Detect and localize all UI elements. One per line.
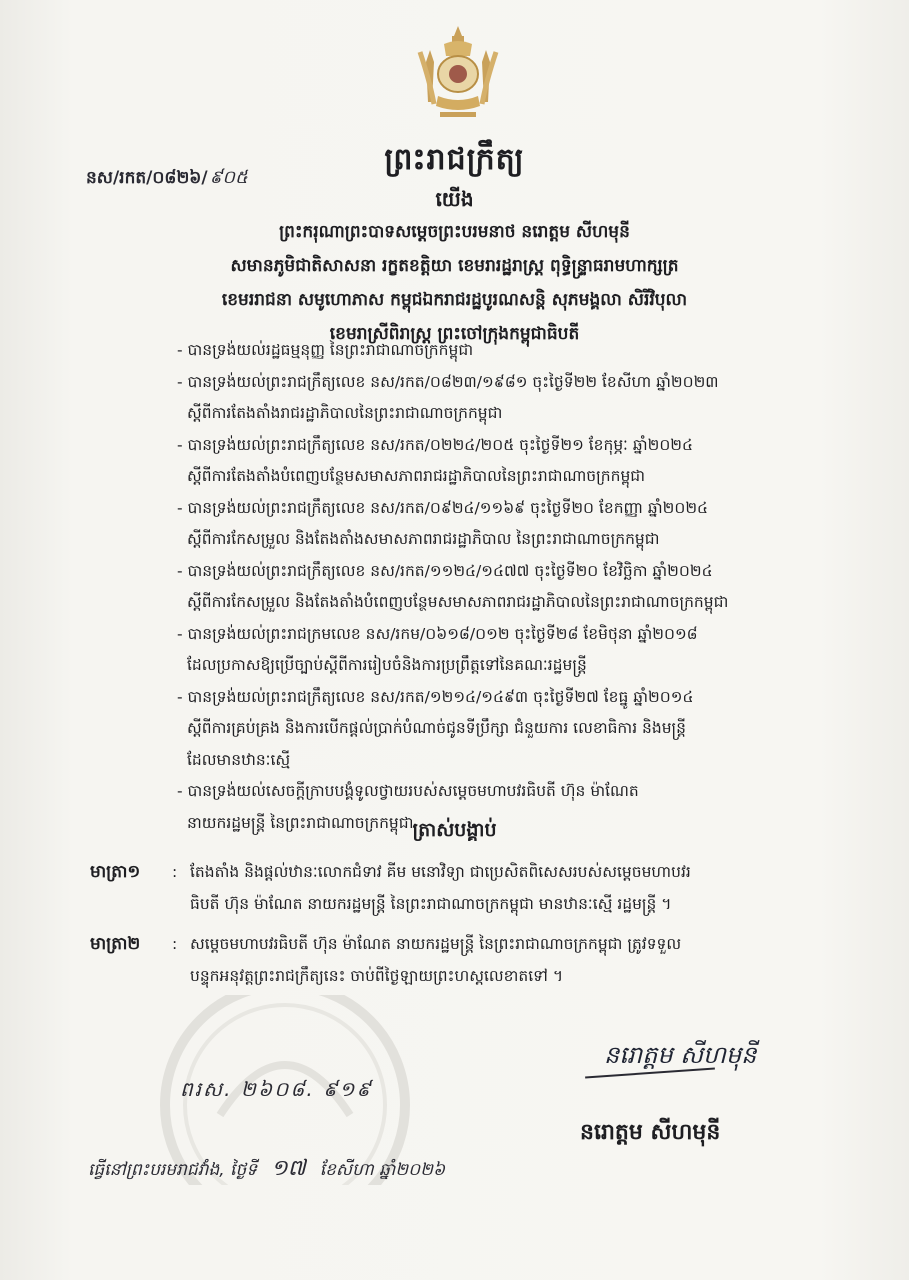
king-title-line: ខេមរាស្រីពិរាស្ត្រ ព្រះចៅក្រុងកម្ពុជាធិបតី xyxy=(329,324,580,344)
consideration-item xyxy=(177,335,837,367)
article-label: មាត្រា១ xyxy=(90,862,141,882)
consideration-line: - បានទ្រង់យល់ព្រះរាជក្រមលេខ នស/រកម/០៦១៨/០១២ ចុះថ្ងៃទី២៨ ខែមិថុនា ឆ្នាំ២០១៨ xyxy=(177,624,698,643)
consideration-item xyxy=(177,682,837,777)
article-colon: : xyxy=(172,935,178,953)
article-line: បន្ទុកអនុវត្តព្រះរាជក្រឹត្យនេះ ចាប់ពីថ្ងៃឡាយព្រះហស្តលេខាតទៅ ។ xyxy=(190,967,564,985)
consideration-item xyxy=(177,493,837,556)
date-prefix: ធ្វើនៅព្រះបរមរាជវាំង, ថ្ងៃទី xyxy=(88,1160,258,1180)
consideration-line: ដែលប្រកាសឱ្យប្រើច្បាប់ស្តីពីការរៀបចំនិងការប្រព្រឹត្តទៅនៃគណៈរដ្ឋមន្ត្រី xyxy=(187,656,587,674)
article-text xyxy=(190,856,850,920)
consideration-line: នាយករដ្ឋមន្ត្រី នៃព្រះរាជាណាចក្រកម្ពុជា xyxy=(187,813,414,832)
consideration-line: ស្តីពីការតែងតាំងរាជរដ្ឋាភិបាលនៃព្រះរាជាណាចក្រកម្ពុជា xyxy=(187,404,503,422)
consideration-line: ស្តីពីការតែងតាំងបំពេញបន្ថែមសមាសភាពរាជរដ្ឋាភិបាលនៃព្រះរាជាណាចក្រកម្ពុជា xyxy=(187,467,646,485)
king-title-line: សមានភូមិជាតិសាសនា រក្ខតខត្តិយា ខេមរារដ្ឋរាស្ត្រ ពុទ្ធិន្ទ្រាធរាមហាក្សត្រ xyxy=(230,256,679,276)
date-line xyxy=(88,1154,445,1186)
king-title-block xyxy=(0,215,909,351)
date-day: ១៧ xyxy=(271,1156,306,1181)
consideration-line: ស្តីពីការគ្រប់គ្រង និងការបើកផ្តល់ប្រាក់បំណាច់ជូនទីប្រឹក្សា ជំនួយការ លេខាធិការ និងមន្ត្រី xyxy=(187,719,687,737)
consideration-line: - បានទ្រង់យល់សេចក្តីក្រាបបង្គំទូលថ្វាយរបស់សម្តេចមហាបវរធិបតី ហ៊ុន ម៉ាណែត xyxy=(177,782,639,800)
king-title-line: ព្រះករុណាព្រះបាទសម្ដេចព្រះបរមនាថ នរោត្តម សីហមុនី xyxy=(279,222,630,242)
article-1 xyxy=(90,856,850,920)
consideration-line: ស្តីពីការកែសម្រួល និងតែងតាំងបំពេញបន្ថែមសមាសភាពរាជរដ្ឋាភិបាលនៃព្រះរាជាណាចក្រកម្ពុជា xyxy=(187,593,729,611)
consideration-line: ស្តីពីការកែសម្រួល និងតែងតាំងសមាសភាពរាជរដ្ឋាភិបាល នៃព្រះរាជាណាចក្រកម្ពុជា xyxy=(187,530,660,548)
decree-heading: ត្រាស់បង្គាប់ xyxy=(412,819,497,841)
consideration-line: - បានទ្រង់យល់ព្រះរាជក្រឹត្យលេខ នស/រកត/១២១៤/១៤៩៣ ចុះថ្ងៃទី២៧ ខែធ្នូ ឆ្នាំ២០១៤ xyxy=(177,687,694,706)
consideration-line: - បានទ្រង់យល់ព្រះរាជក្រឹត្យលេខ នស/រកត/០២២៤/២០៥ ចុះថ្ងៃទី២១ ខែកុម្ភៈ ឆ្នាំ២០២៤ xyxy=(177,435,694,454)
article-line: ធិបតី ហ៊ុន ម៉ាណែត នាយករដ្ឋមន្ត្រី នៃព្រះរាជាណាចក្រកម្ពុជា មានឋានៈស្មើ រដ្ឋមន្ត្រី ។ xyxy=(190,895,672,913)
consideration-line: - បានទ្រង់យល់រដ្ឋធម្មនុញ្ញ នៃព្រះរាជាណាចក្រកម្ពុជា xyxy=(177,341,474,359)
article-2 xyxy=(90,928,850,992)
consideration-line: - បានទ្រង់យល់ព្រះរាជក្រឹត្យលេខ នស/រកត/១១២៤/១៤៧៧ ចុះថ្ងៃទី២០ ខែវិច្ឆិកា ឆ្នាំ២០២៤ xyxy=(177,561,713,580)
article-line: សម្តេចមហាបវរធិបតី ហ៊ុន ម៉ាណែត នាយករដ្ឋមន្ត្រី នៃព្រះរាជាណាចក្រកម្ពុជា ត្រូវទទួល xyxy=(190,935,682,953)
considerations-list xyxy=(177,335,837,839)
signer-name: នរោត្តម សីហមុនី xyxy=(580,1120,721,1145)
royal-signature: នរោត្តម សីហមុនី xyxy=(604,1041,757,1069)
date-suffix: ខែសីហា ឆ្នាំ២០២៦ xyxy=(319,1160,446,1180)
consideration-line: - បានទ្រង់យល់ព្រះរាជក្រឹត្យលេខ នស/រកត/០៩២៤/១១៦៩ ចុះថ្ងៃទី២០ ខែកញ្ញា ឆ្នាំ២០២៤ xyxy=(177,498,709,517)
reference-handwritten-number: ៩០៥ xyxy=(209,167,248,188)
we-heading: យើង xyxy=(435,187,474,211)
document-title: ព្រះរាជក្រឹត្យ xyxy=(384,142,525,177)
seal-number: ពរស. ២៦០៨. ៩១៩ xyxy=(180,1077,373,1101)
consideration-line: - បានទ្រង់យល់ព្រះរាជក្រឹត្យលេខ នស/រកត/០៨២៣/១៩៨១ ចុះថ្ងៃទី២២ ខែសីហា ឆ្នាំ២០២៣ xyxy=(177,372,719,391)
article-text xyxy=(190,928,850,992)
article-label: មាត្រា២ xyxy=(90,934,141,954)
article-line: តែងតាំង និងផ្តល់ឋានៈលោកជំទាវ គីម មនោវិទ្យា ជាប្រេសិតពិសេសរបស់សម្តេចមហាបវរ xyxy=(190,863,691,881)
consideration-item xyxy=(177,619,837,682)
king-title-line: ខេមររាជនា សមូហោភាស កម្ពុជឯករាជរដ្ឋបូរណសន្តិ សុភមង្គលា សិរីវិបុលា xyxy=(221,290,688,310)
reference-prefix: នស/រកត/០៨២៦/ xyxy=(86,168,208,188)
consideration-item xyxy=(177,430,837,493)
royal-coat-of-arms-icon xyxy=(410,22,506,122)
article-colon: : xyxy=(172,863,178,881)
consideration-item xyxy=(177,367,837,430)
consideration-item xyxy=(177,556,837,619)
consideration-line: ដែលមានឋានៈស្មើ xyxy=(187,750,291,769)
